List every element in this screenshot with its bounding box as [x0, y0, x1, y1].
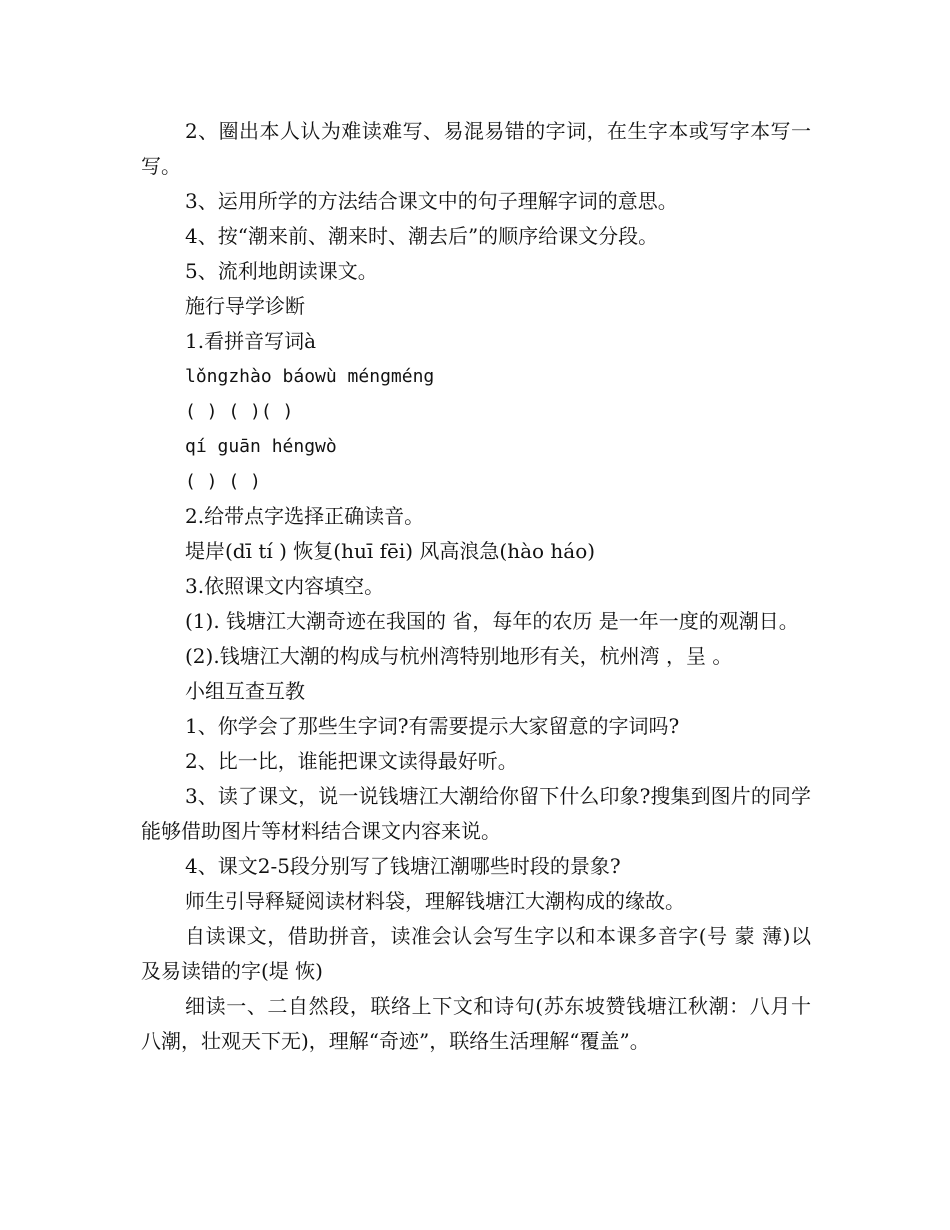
self-reading-paragraph: 自读课文，借助拼音，读准会认会写生字以和本课多音字(号 蒙 薄)以及易读错的字(堤 恢) [141, 924, 811, 983]
close-reading-paragraph: 细读一、二自然段，联络上下文和诗句(苏东坡赞钱塘江秋潮：八月十八潮，壮观天下无)，理解“奇迹”，联络生活理解“覆盖”。 [141, 994, 811, 1053]
group-item-4: 4、课文2-5段分别写了钱塘江潮哪些时段的景象? [185, 854, 621, 878]
exercise-2-title: 2.给带点字选择正确读音。 [185, 504, 425, 528]
exercise-3-item-2: (2).钱塘江大潮的构成与杭州湾特别地形有关，杭州湾 ，呈 。 [185, 644, 733, 668]
exercise-1-title: 1.看拼音写词à [185, 329, 317, 353]
section-heading-group: 小组互查互教 [185, 679, 305, 703]
pinyin-line-1: lǒngzhào báowù méngméng [185, 366, 435, 387]
blank-line-1: ( ) ( )( ) [185, 401, 294, 422]
teacher-guide-paragraph: 师生引导释疑阅读材料袋，理解钱塘江大潮构成的缘故。 [185, 889, 685, 913]
paragraph-item-5: 5、流利地朗读课文。 [185, 259, 378, 283]
blank-line-2: ( ) ( ) [185, 471, 261, 492]
exercise-3-title: 3.依照课文内容填空。 [185, 574, 385, 598]
pinyin-line-2: qí guān héngwò [185, 436, 337, 457]
section-heading-diagnosis: 施行导学诊断 [185, 294, 305, 318]
paragraph-item-4: 4、按“潮来前、潮来时、潮去后”的顺序给课文分段。 [185, 224, 659, 248]
exercise-2-options: 堤岸(dī tí ) 恢复(huī fēi) 风高浪急(hào háo) [185, 539, 596, 563]
paragraph-item-3: 3、运用所学的方法结合课文中的句子理解字词的意思。 [185, 189, 678, 213]
group-item-1: 1、你学会了那些生字词?有需要提示大家留意的字词吗? [185, 714, 680, 738]
document-body [141, 114, 811, 1059]
paragraph-item-2: 2、圈出本人认为难读难写、易混易错的字词，在生字本或写字本写一写。 [141, 119, 811, 178]
exercise-3-item-1: (1). 钱塘江大潮奇迹在我国的 省，每年的农历 是一年一度的观潮日。 [185, 609, 799, 633]
group-item-3: 3、读了课文，说一说钱塘江大潮给你留下什么印象?搜集到图片的同学能够借助图片等材料结合课文内容来说。 [141, 784, 811, 843]
group-item-2: 2、比一比，谁能把课文读得最好听。 [185, 749, 518, 773]
